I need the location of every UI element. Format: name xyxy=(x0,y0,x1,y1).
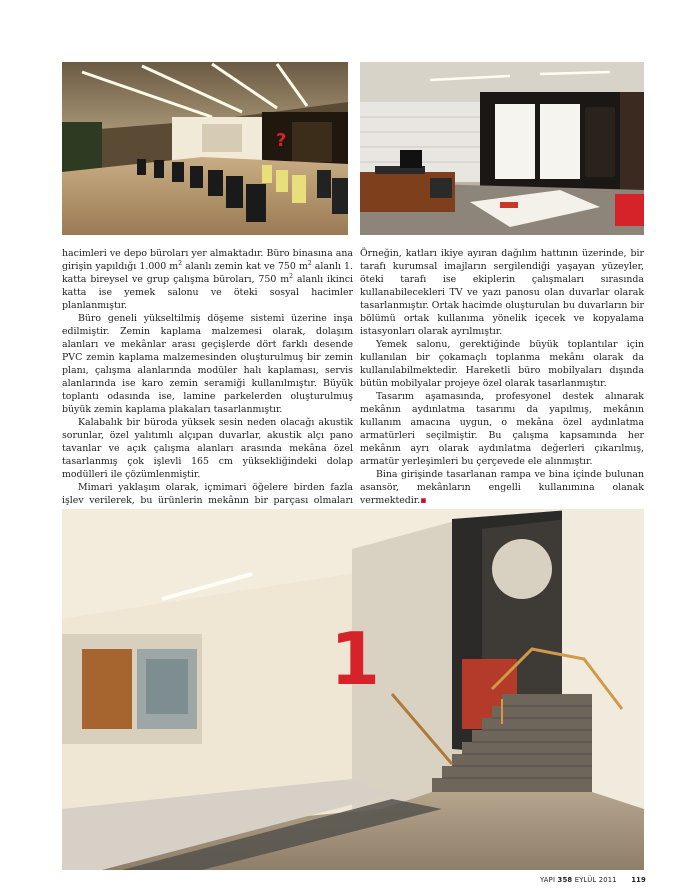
paragraph-2: Büro geneli yükseltilmiş döşeme sistemi üzerine inşa edilmiştir. Zemin kaplama malzemesi olarak, dolaşım alanları ve mekânlar arası geçişlerde dört farklı desende PVC zemin kaplama malzemesinden oluşturulmuş bir zemin planı, çalışma alanlarında modüler halı kaplaması, servis alanlarında ise karo zemin seramiği kullanılmıştır. Büyük toplantı odasında ise, lamine parkelerden oluşturulmuş büyük zemin kaplama plakaları tasarlanmıştır. xyxy=(62,313,353,415)
page-footer xyxy=(540,876,646,884)
photo-staircase xyxy=(62,509,644,870)
paragraph-8: Bina girişinde tasarlanan rampa ve bina içinde bulunan asansör, mekânların engelli kullanımına olanak vermektedir.▪ xyxy=(360,469,644,506)
text-column-right xyxy=(360,247,644,507)
end-mark: ▪ xyxy=(420,495,427,506)
photo-conference-room xyxy=(62,62,348,235)
paragraph-4: Mimari yaklaşım olarak, içmimari öğelere birden fazla işlev verilerek, bu ürünlerin mekânın bir parçası olmaları xyxy=(62,482,353,506)
svg-text:?: ? xyxy=(276,130,287,151)
paragraph-5: Örneğin, katları ikiye ayıran dağılım hattının üzerinde, bir tarafı kurumsal imajların sergilendiği yaşayan yüzeyler, öteki tarafı ise ekiplerin çalışmaları sırasında kullanabilecekleri TV ve yazı panosu olan duvarlar olarak tasarlanmıştır. Ortak hacimde oluşturulan bu duvarların bir bölümü ortak kullanıma yönelik içecek ve kopyalama istasyonları olarak ayrılmıştır. xyxy=(360,248,644,337)
footer-issue: 358 xyxy=(557,876,573,884)
photo-office-room xyxy=(360,62,644,235)
footer-date: EYLÜL 2011 xyxy=(574,876,617,884)
paragraph-1: hacimleri ve depo büroları yer almaktadır. Büro binasına ana girişin yapıldığı 1.000 $m^2$ alanlı zemin kat ve 750 $m^2$ alanlı 1. katta bireysel ve grup çalışma büroları, 750 $m^2$ alanlı ikinci katta ise yemek salonu ve öteki sosyal hacimler planlanmıştır. xyxy=(62,248,353,311)
footer-magazine: YAPI xyxy=(539,876,556,884)
text-column-left xyxy=(62,247,353,520)
page-number: 119 xyxy=(631,876,646,884)
paragraph-3: Kalabalık bir büroda yüksek sesin neden olacağı akustik sorunlar, özel yalıtımlı alçıpan duvarlar, akustik alçı pano tavanlar ve açık çalışma alanları arasında mekâna özel tasarlanmış çok işlevli 165 cm yüksekliğindeki dolap modülleri ile çözümlenmiştir. xyxy=(62,417,353,480)
stair-sign-number: 1 xyxy=(330,617,381,701)
paragraph-7: Tasarım aşamasında, profesyonel destek alınarak mekânın aydınlatma tasarımı da yapılmış, mekânın kullanım amacına uygun, o mekâna özel aydınlatma armatürleri seçilmiştir. Bu çalışma kapsamında her mekânın ayrı olarak aydınlatma değerleri çıkarılmış, armatür yerleşimleri bu çerçevede ele alınmıştır. xyxy=(360,391,644,467)
paragraph-6: Yemek salonu, gerektiğinde büyük toplantılar için kullanılan bir çokamaçlı toplanma mekânı olarak da kullanılabilmektedir. Hareketli büro mobilyaları dışında bütün mobilyalar projeye özel olarak tasarlanmıştır. xyxy=(360,339,644,389)
